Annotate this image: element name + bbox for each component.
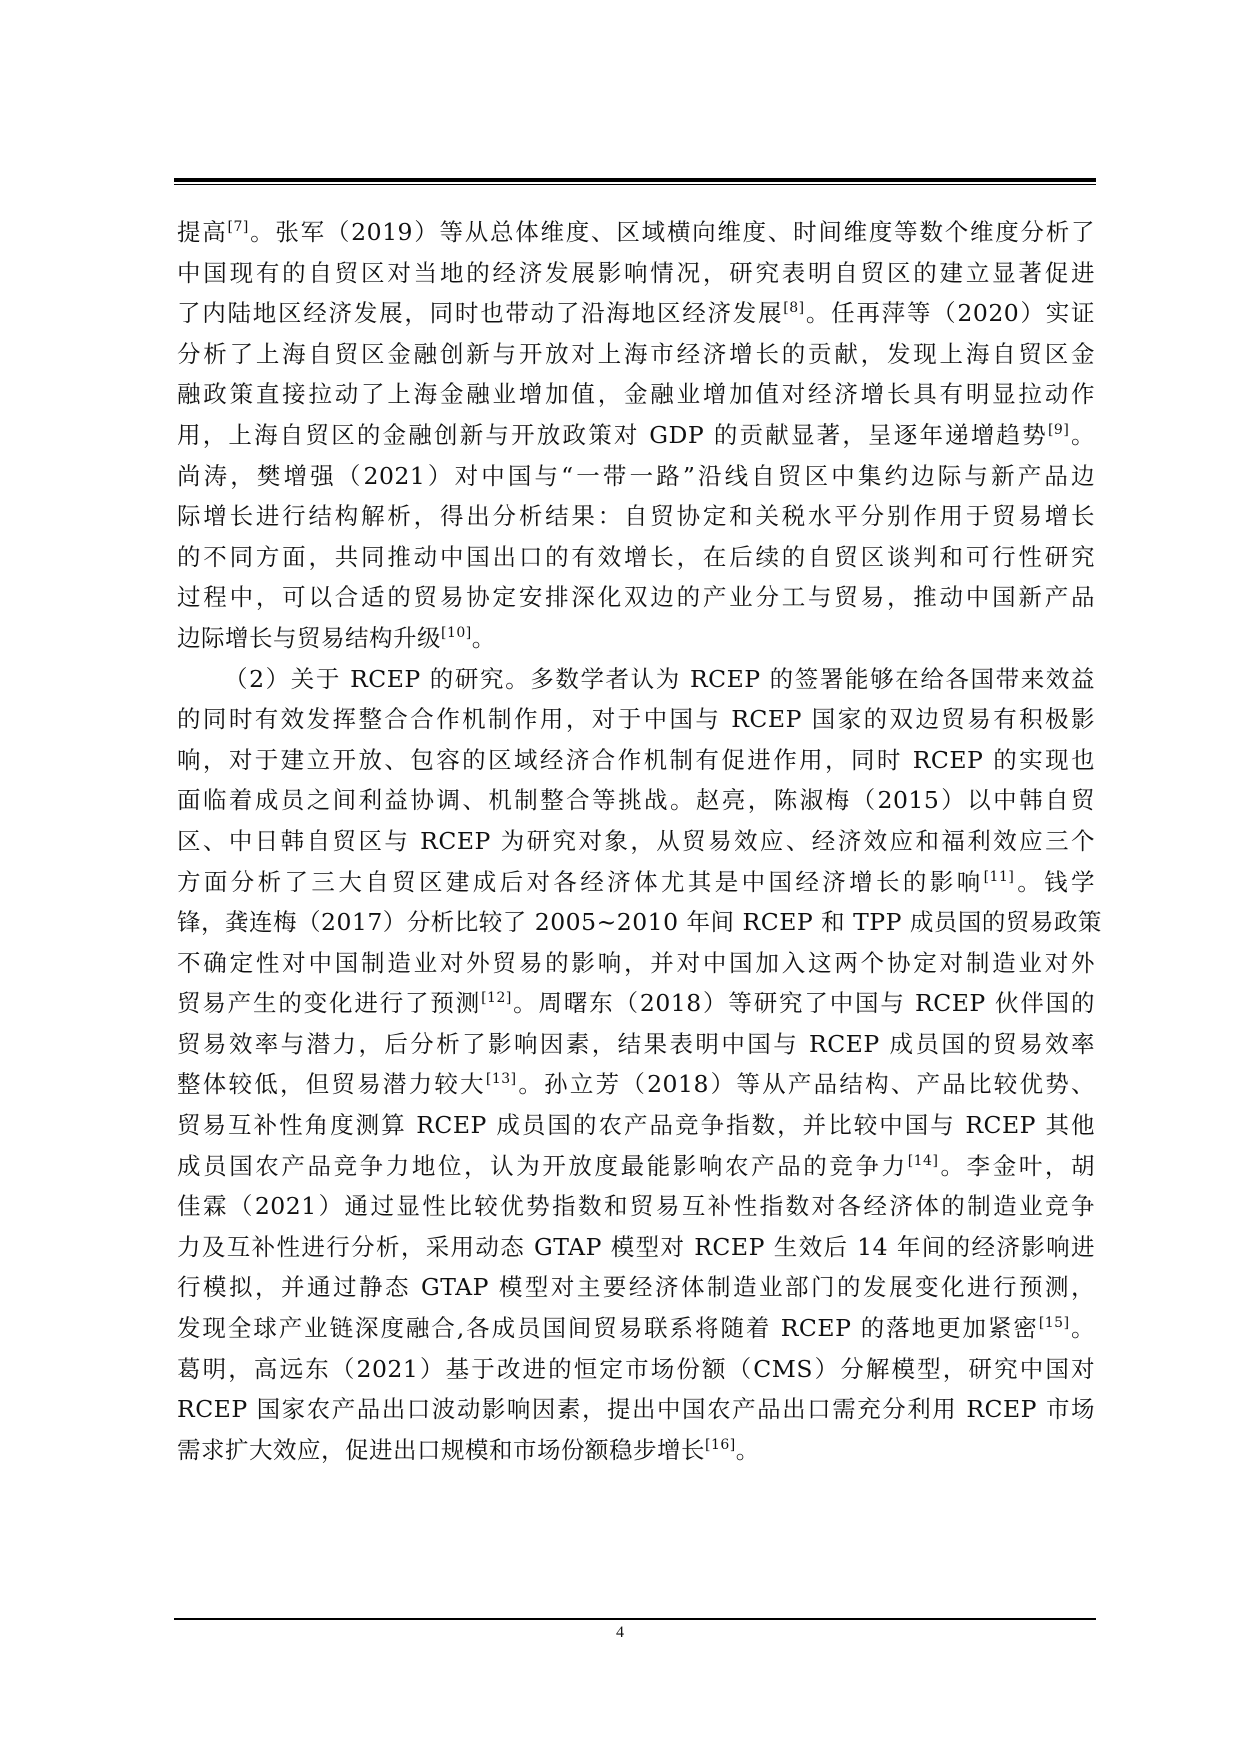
text-line: （2）关于 RCEP 的研究。多数学者认为 RCEP 的签署能够在给各国带来效益: [224, 664, 1095, 693]
citation: [15]: [1038, 1315, 1070, 1332]
citation: [11]: [983, 868, 1015, 885]
text-line: 尚涛，樊增强（2021）对中国与“一带一路”沿线自贸区中集约边际与新产品边: [177, 461, 1095, 490]
text-line: 过程中，可以合适的贸易协定安排深化双边的产业分工与贸易，推动中国新产品: [177, 583, 1095, 612]
text-line: 提高[7]。张军（2019）等从总体维度、区域横向维度、时间维度等数个维度分析了: [177, 218, 1096, 246]
text-line: 的不同方面，共同推动中国出口的有效增长，在后续的自贸区谈判和可行性研究: [177, 542, 1095, 571]
paragraph-2: [177, 659, 1102, 1471]
paragraph-1: [177, 212, 1095, 659]
citation: [8]: [783, 300, 805, 317]
text-line: 方面分析了三大自贸区建成后对各经济体尤其是中国经济增长的影响[11]。钱学: [177, 867, 1096, 896]
header-rule-thin: [174, 184, 1096, 185]
text-line: 佳霖（2021）通过显性比较优势指数和贸易互补性指数对各经济体的制造业竞争: [177, 1192, 1095, 1221]
text-line: 葛明，高远东（2021）基于改进的恒定市场份额（CMS）分解模型，研究中国对: [177, 1354, 1095, 1383]
text-line: 行模拟，并通过静态 GTAP 模型对主要经济体制造业部门的发展变化进行预测，: [177, 1273, 1095, 1302]
text-line: RCEP 国家农产品出口波动影响因素，提出中国农产品出口需充分利用 RCEP 市场: [177, 1395, 1095, 1424]
page-number: 4: [616, 1624, 624, 1641]
citation: [7]: [227, 219, 249, 235]
text-line: 贸易互补性角度测算 RCEP 成员国的农产品竞争指数，并比较中国与 RCEP 其他: [177, 1111, 1095, 1140]
citation: [16]: [705, 1436, 736, 1453]
text-line: 分析了上海自贸区金融创新与开放对上海市经济增长的贡献，发现上海自贸区金: [177, 339, 1095, 368]
text-line: 融政策直接拉动了上海金融业增加值，金融业增加值对经济增长具有明显拉动作: [177, 380, 1095, 409]
text-line: 锋，龚连梅（2017）分析比较了 2005~2010 年间 RCEP 和 TPP 成员国的贸易政策: [177, 908, 1102, 937]
citation: [9]: [1047, 421, 1070, 438]
text-line: 整体较低，但贸易潜力较大[13]。孙立芳（2018）等从产品结构、产品比较优势、: [177, 1070, 1095, 1099]
text-line: 成员国农产品竞争力地位，认为开放度最能影响农产品的竞争力[14]。李金叶，胡: [177, 1151, 1096, 1180]
text-line: 了内陆地区经济发展，同时也带动了沿海地区经济发展[8]。任再萍等（2020）实证: [177, 299, 1096, 328]
text-line: 需求扩大效应，促进出口规模和市场份额稳步增长[16]。: [177, 1435, 760, 1464]
text-line: 响，对于建立开放、包容的区域经济合作机制有促进作用，同时 RCEP 的实现也: [177, 745, 1095, 774]
citation: [10]: [441, 624, 472, 641]
text-line: 不确定性对中国制造业对外贸易的影响，并对中国加入这两个协定对制造业对外: [177, 948, 1095, 977]
text-line: 际增长进行结构解析，得出分析结果：自贸协定和关税水平分别作用于贸易增长: [177, 502, 1095, 531]
text-line: 贸易产生的变化进行了预测[12]。周曙东（2018）等研究了中国与 RCEP 伙伴国的: [177, 989, 1096, 1018]
text-line: 边际增长与贸易结构升级[10]。: [177, 623, 496, 652]
text-line: 贸易效率与潜力，后分析了影响因素，结果表明中国与 RCEP 成员国的贸易效率: [177, 1029, 1095, 1058]
text-line: 面临着成员之间利益协调、机制整合等挑战。赵亮，陈淑梅（2015）以中韩自贸: [177, 786, 1095, 815]
text-line: 的同时有效发挥整合合作机制作用，对于中国与 RCEP 国家的双边贸易有积极影: [177, 705, 1095, 734]
citation: [14]: [907, 1152, 939, 1169]
text-line: 力及互补性进行分析，采用动态 GTAP 模型对 RCEP 生效后 14 年间的经济影响进: [177, 1232, 1095, 1261]
text-line: 用，上海自贸区的金融创新与开放政策对 GDP 的贡献显著，呈逐年递增趋势[9]。: [177, 420, 1095, 449]
text-line: 中国现有的自贸区对当地的经济发展影响情况，研究表明自贸区的建立显著促进: [177, 258, 1095, 287]
citation: [12]: [481, 990, 512, 1007]
footer-rule: [174, 1618, 1096, 1620]
header-rule-thick: [174, 178, 1096, 182]
text-line: 区、中日韩自贸区与 RCEP 为研究对象，从贸易效应、经济效应和福利效应三个: [177, 826, 1095, 855]
body-text: [177, 212, 1102, 1470]
text-line: 发现全球产业链深度融合,各成员国间贸易联系将随着 RCEP 的落地更加紧密[15]。: [177, 1314, 1095, 1343]
citation: [13]: [485, 1071, 517, 1088]
